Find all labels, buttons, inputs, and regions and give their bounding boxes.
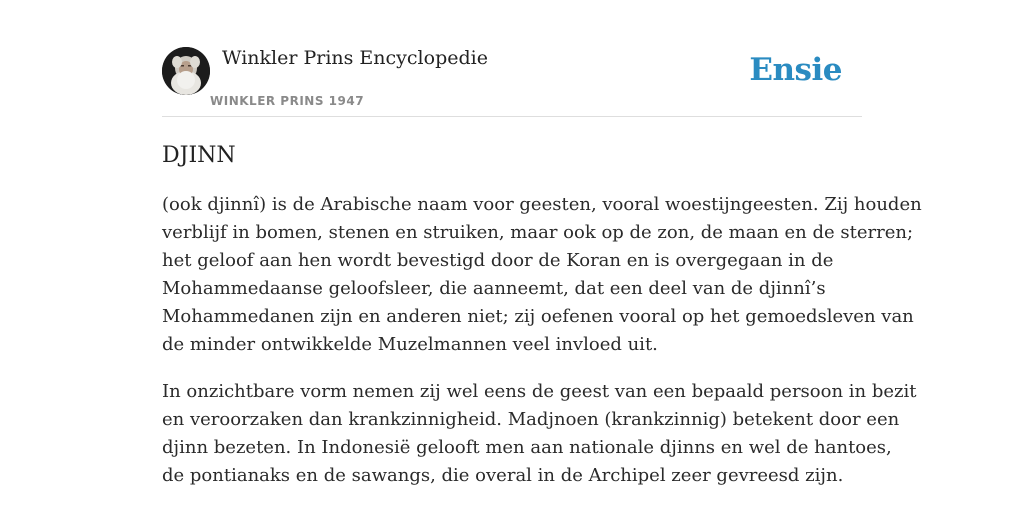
paragraph-line: verblijf in bomen, stenen en struiken, maar ook op de zon, de maan en de sterren; [162,222,914,243]
article-content [162,136,922,490]
paragraph-line: het geloof aan hen wordt bevestigd door de Koran en is overgegaan in de [162,250,834,271]
site-subtitle: WINKLER PRINS 1947 [210,94,365,108]
paragraph-line: de pontianaks en de sawangs, die overal in de Archipel zeer gevreesd zijn. [162,465,844,486]
brand-logo[interactable]: Ensie [749,52,842,88]
paragraph-line: en veroorzaken dan krankzinnigheid. Madjnoen (krankzinnig) betekent door een [162,409,900,430]
entry-title: DJINN [162,143,236,168]
paragraph-line: Mohammedanen zijn en anderen niet; zij oefenen vooral op het gemoedsleven van [162,306,914,327]
portrait-avatar-icon[interactable] [162,47,210,95]
portrait-avatar-graphic [162,47,210,95]
paragraph-line: In onzichtbare vorm nemen zij wel eens de geest van een bepaald persoon in bezit [162,381,917,402]
paragraph-line: (ook djinnî) is de Arabische naam voor geesten, vooral woestijngeesten. Zij houden [162,194,922,215]
site-title[interactable]: Winkler Prins Encyclopedie [222,47,488,69]
article-paragraph-2 [162,378,917,490]
article-paragraph-1 [162,191,922,359]
paragraph-line: Mohammedaanse geloofsleer, die aanneemt, dat een deel van de djinnî’s [162,278,826,299]
paragraph-line: djinn bezeten. In Indonesië gelooft men aan nationale djinns en wel de hantoes, [162,437,892,458]
paragraph-line: de minder ontwikkelde Muzelmannen veel invloed uit. [162,334,658,355]
site-header [162,0,862,117]
